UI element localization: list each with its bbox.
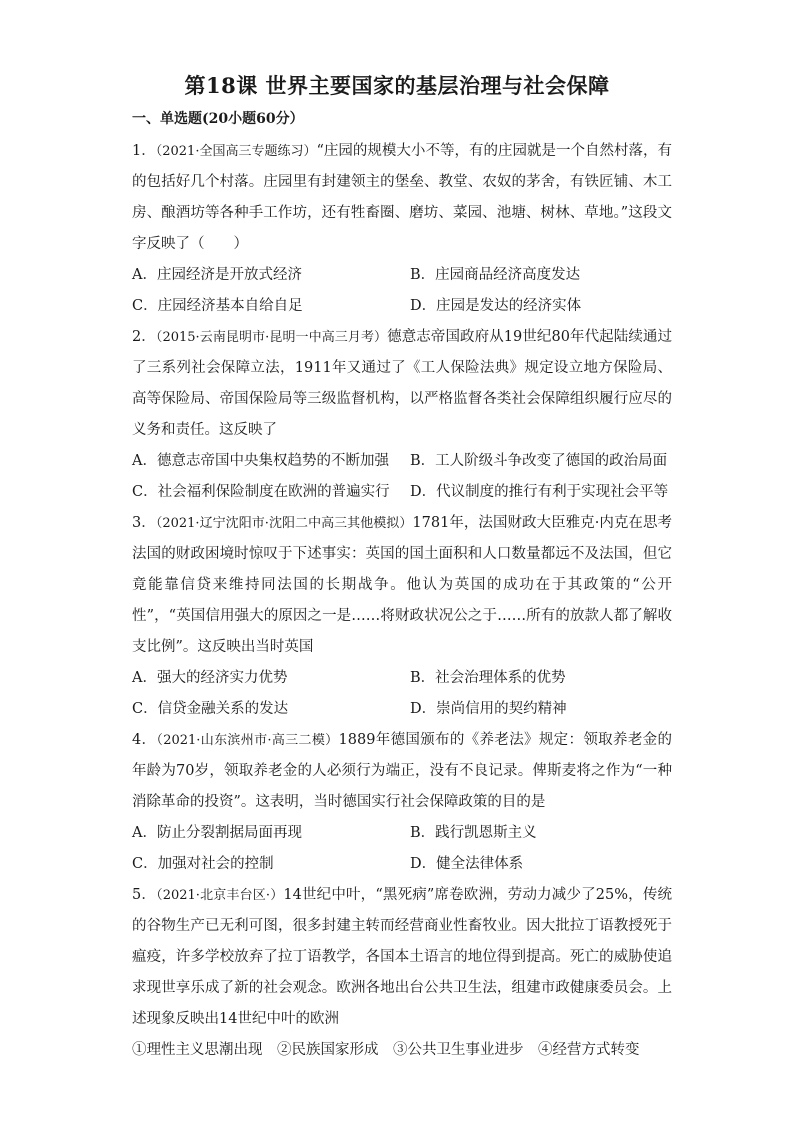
question-stem: 德意志帝国政府从19世纪80年代起陆续通过了三系列社会保障立法，1911年又通过了《工人保险法典》规定设立地方保险局、高等保险局、帝国保险局等三级监督机构，以严格监督各类社会保障组织履行应尽的义务和责任。这反映了 <box>132 329 672 438</box>
option-row <box>132 694 672 725</box>
question-number: 3． <box>132 515 156 531</box>
question-5 <box>132 880 672 1066</box>
option-d: D．庄园是发达的经济实体 <box>410 298 582 314</box>
option-c: C．加强对社会的控制 <box>132 856 274 872</box>
question-2 <box>132 322 672 508</box>
question-number: 5． <box>132 887 157 903</box>
option-a: A．强大的经济实力优势 <box>132 670 288 686</box>
question-source: （2021·山东滨州市·高三二模） <box>156 733 339 748</box>
option-row <box>132 663 672 694</box>
question-source: （2021·辽宁沈阳市·沈阳二中高三其他模拟） <box>155 516 413 531</box>
option-b: B．庄园商品经济高度发达 <box>410 267 581 283</box>
option-d: D．崇尚信用的契约精神 <box>410 701 567 717</box>
question-source: （2021·全国高三专题练习） <box>155 144 317 159</box>
question-list <box>132 136 672 1066</box>
numbered-choices: ①理性主义思潮出现 ②民族国家形成 ③公共卫生事业进步 ④经营方式转变 <box>132 1042 640 1058</box>
option-d: D．代议制度的推行有利于实现社会平等 <box>410 484 669 500</box>
option-row <box>132 477 672 508</box>
option-b: B．践行凯恩斯主义 <box>410 825 537 841</box>
option-c: C．信贷金融关系的发达 <box>132 701 289 717</box>
question-4 <box>132 725 672 880</box>
option-row <box>132 446 672 477</box>
option-row <box>132 291 672 322</box>
option-c: C．社会福利保险制度在欧洲的普遍实行 <box>132 484 390 500</box>
option-d: D．健全法律体系 <box>410 856 524 872</box>
option-row <box>132 818 672 849</box>
option-row <box>132 849 672 880</box>
question-stem: 14世纪中叶，“黑死病”席卷欧洲，劳动力减少了25%，传统的谷物生产已无利可图，很多封建主转而经营商业性畜牧业。因大批拉丁语教授死于瘟疫，许多学校放弃了拉丁语教学，各国本土语言的地位得到提高。死亡的威胁使追求现世享乐成了新的社会观念。欧洲各地出台公共卫生法，组建市政健康委员会。上述现象反映出14世纪中叶的欧洲 <box>132 887 672 1027</box>
option-b: B．社会治理体系的优势 <box>410 670 566 686</box>
option-a: A．防止分裂割据局面再现 <box>132 825 302 841</box>
lesson-title: 第18课 世界主要国家的基层治理与社会保障 <box>184 73 610 98</box>
question-number: 1． <box>132 143 156 159</box>
question-stem: 1781年，法国财政大臣雅克·内克在思考法国的财政困境时惊叹于下述事实：英国的国土面积和人口数量都远不及法国，但它竟能靠信贷来维持同法国的长期战争。他认为英国的成功在于其政策的“公开性”，“英国信用强大的原因之一是……将财政状况公之于……所有的放款人都了解收支比例”。这反映出当时英国 <box>132 515 673 655</box>
question-source: （2015·云南昆明市·昆明一中高三月考） <box>155 330 388 345</box>
question-number: 4． <box>132 732 157 748</box>
question-stem: “庄园的规模大小不等，有的庄园就是一个自然村落，有的包括好几个村落。庄园里有封建领主的堡垒、教堂、农奴的茅舍，有铁匠铺、木工房、酿酒坊等各种手工作坊，还有牲畜圈、磨坊、菜园、池塘、树林、草地。”这段文字反映了（ ） <box>132 143 672 252</box>
question-3 <box>132 508 672 725</box>
question-stem: 1889年德国颁布的《养老法》规定：领取养老金的年龄为70岁，领取养老金的人必须行为端正，没有不良记录。俾斯麦将之作为“一种消除革命的投资”。这表明，当时德国实行社会保障政策的目的是 <box>132 732 672 810</box>
option-a: A．庄园经济是开放式经济 <box>132 267 302 283</box>
question-number: 2． <box>132 329 156 345</box>
option-c: C．庄园经济基本自给自足 <box>132 298 303 314</box>
option-row <box>132 260 672 291</box>
section-heading: 一、单选题(20小题60分） <box>132 111 304 127</box>
option-b: B．工人阶级斗争改变了德国的政治局面 <box>410 453 668 469</box>
question-source: （2021·北京丰台区·） <box>156 888 284 903</box>
question-1 <box>132 136 672 322</box>
option-a: A．德意志帝国中央集权趋势的不断加强 <box>132 453 389 469</box>
